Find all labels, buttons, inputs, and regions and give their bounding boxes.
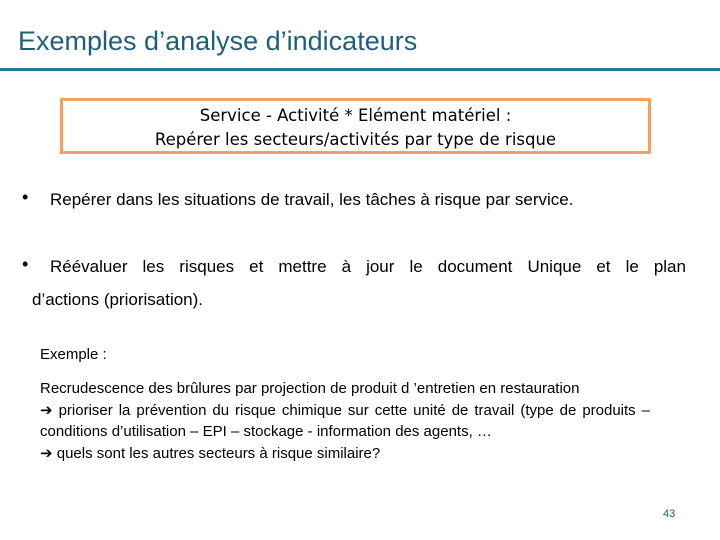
example-paragraph: Recrudescence des brûlures par projection de produit d ’entretien en restauration <box>40 380 580 397</box>
word: et <box>596 257 611 276</box>
word: jour <box>366 257 395 276</box>
bullet-text-2-line-1 <box>50 257 686 277</box>
word: document <box>437 257 513 276</box>
title-divider <box>0 68 720 71</box>
bullet-text-2-line-2: d’actions (priorisation). <box>32 290 204 309</box>
box-line-1: Service - Activité * Elément matériel : <box>199 106 512 125</box>
right-arrow-icon: ➔ <box>40 400 53 419</box>
highlight-box <box>60 98 651 154</box>
bullet-text-1: Repérer dans les situations de travail, les tâches à risque par service. <box>50 190 574 209</box>
bullet-icon: • <box>22 254 29 274</box>
word: plan <box>653 257 686 276</box>
word: les <box>142 257 165 276</box>
example-action-1: prioriser la prévention du risque chimique sur cette unité de travail (type de produits – conditions d’utilisation – EPI – stockage - information des agents, … <box>40 401 650 440</box>
bullet-icon: • <box>22 187 29 207</box>
word: Unique <box>527 257 582 276</box>
page-number: 43 <box>663 508 676 520</box>
word: et <box>249 257 264 276</box>
example-label: Exemple : <box>40 346 107 363</box>
right-arrow-icon: ➔ <box>40 443 53 462</box>
box-line-2: Repérer les secteurs/activités par type de risque <box>154 130 557 149</box>
word: à <box>341 257 352 276</box>
word: le <box>625 257 639 276</box>
example-action-2: quels sont les autres secteurs à risque similaire? <box>56 444 381 462</box>
slide-title: Exemples d’analyse d’indicateurs <box>18 26 418 56</box>
example-body <box>40 378 650 464</box>
word: le <box>409 257 423 276</box>
word: risques <box>179 257 235 276</box>
word: mettre <box>278 257 327 276</box>
word: Réévaluer <box>50 257 128 276</box>
